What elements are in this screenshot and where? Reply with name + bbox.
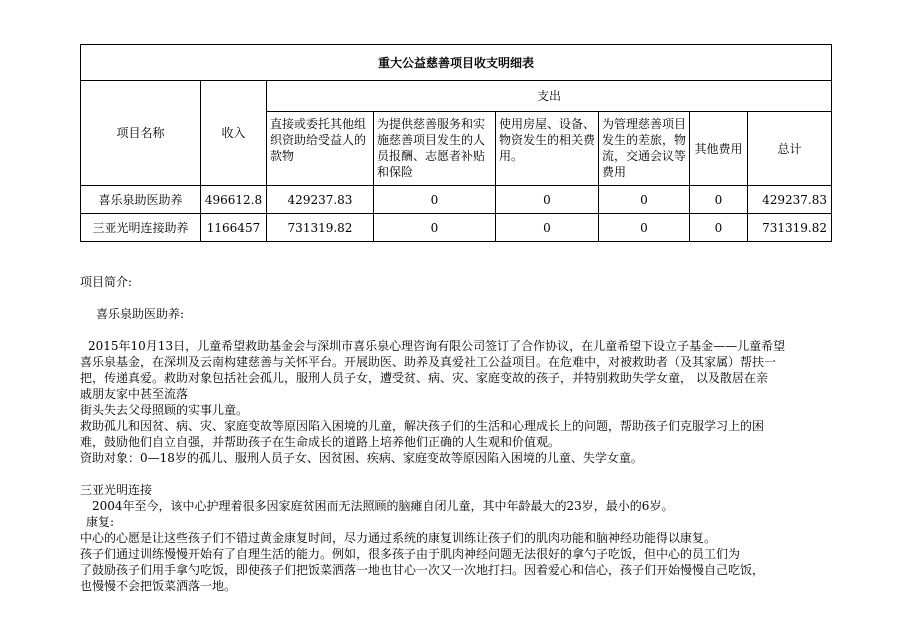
project1-title: 喜乐泉助医助养: <box>96 307 185 321</box>
project1-line: 戚朋友家中甚至流落 <box>80 387 189 401</box>
table-row <box>81 214 832 242</box>
header-total: 总计 <box>748 112 832 186</box>
row-total: 429237.83 <box>748 186 832 214</box>
row-income: 1166457 <box>201 214 267 242</box>
row-other: 0 <box>690 186 748 214</box>
header-expense: 支出 <box>267 81 832 112</box>
project2-line: 孩子们通过训练慢慢开始有了自理生活的能力。例如，很多孩子由于肌肉神经问题无法很好的拿勺子吃饭，但中心的员工们为 <box>80 547 741 561</box>
project1-line: 喜乐泉基金，在深圳及云南构建慈善与关怀平台。开展助医、助养及真爱社工公益项目。在危难中，对被救助者（及其家属）帮扶一 <box>80 355 777 369</box>
project2-line: 了鼓励孩子们用手拿勺吃饭，即使孩子们把饭菜洒落一地也甘心一次又一次地打扫。因着爱心和信心，孩子们开始慢慢自己吃饭， <box>80 563 765 577</box>
header-facilities: 使用房屋、设备、物资发生的相关费用。 <box>496 112 599 186</box>
project2-line: 2004年至今，该中心护理着很多因家庭贫困而无法照顾的脑瘫自闭儿童，其中年龄最大的23岁，最小的6岁。 <box>92 499 674 513</box>
header-personnel: 为提供慈善服务和实施慈善项目发生的人员报酬、志愿者补贴和保险 <box>374 112 496 186</box>
header-other: 其他费用 <box>690 112 748 186</box>
project1-line: 救助孤儿和因贫、病、灾、家庭变故等原因陷入困境的儿童，解决孩子们的生活和心理成长上的问题，帮助孩子们克服学习上的困 <box>80 419 765 433</box>
row-direct-aid: 731319.82 <box>267 214 374 242</box>
project2-line: 也慢慢不会把饭菜洒落一地。 <box>80 579 237 593</box>
row-management: 0 <box>599 186 690 214</box>
row-name: 喜乐泉助医助养 <box>81 186 201 214</box>
intro-heading: 项目简介: <box>80 275 133 289</box>
header-direct-aid: 直接或委托其他组织资助给受益人的款物 <box>267 112 374 186</box>
row-facilities: 0 <box>496 186 599 214</box>
table-row <box>81 186 832 214</box>
project2-line: 中心的心愿是让这些孩子们不错过黄金康复时间，尽力通过系统的康复训练让孩子们的肌肉功能和脑神经功能得以康复。 <box>80 531 717 545</box>
project1-line: 把，传递真爱。救助对象包括社会孤儿，服刑人员子女，遭受贫、病、灾、家庭变故的孩子，并特别救助失学女童， 以及散居在亲 <box>80 371 768 385</box>
header-income: 收入 <box>201 81 267 186</box>
project2-title: 三亚光明连接 <box>80 483 153 497</box>
row-personnel: 0 <box>374 186 496 214</box>
header-management: 为管理慈善项目发生的差旅，物流，交通会议等费用 <box>599 112 690 186</box>
row-name: 三亚光明连接助养 <box>81 214 201 242</box>
row-other: 0 <box>690 214 748 242</box>
row-total: 731319.82 <box>748 214 832 242</box>
project1-line: 资助对象：0—18岁的孤儿、服刑人员子女、因贫困、疾病、家庭变故等原因陷入困境的儿童、失学女童。 <box>80 451 643 465</box>
row-income: 496612.8 <box>201 186 267 214</box>
row-personnel: 0 <box>374 214 496 242</box>
row-facilities: 0 <box>496 214 599 242</box>
row-direct-aid: 429237.83 <box>267 186 374 214</box>
project2-line: 康复: <box>86 515 115 529</box>
header-project-name: 项目名称 <box>81 81 201 186</box>
project1-line: 难，鼓励他们自立自强，并帮助孩子在生命成长的道路上培养他们正确的人生观和价值观。 <box>80 435 561 449</box>
table-title: 重大公益慈善项目收支明细表 <box>81 45 832 81</box>
project1-line: 街头失去父母照顾的实事儿童。 <box>80 403 249 417</box>
project1-line: 2015年10月13日，儿童希望救助基金会与深圳市喜乐泉心理咨询有限公司签订了合作协议，在儿童希望下设立子基金——儿童希望 <box>88 339 786 353</box>
expense-table <box>80 44 832 242</box>
row-management: 0 <box>599 214 690 242</box>
